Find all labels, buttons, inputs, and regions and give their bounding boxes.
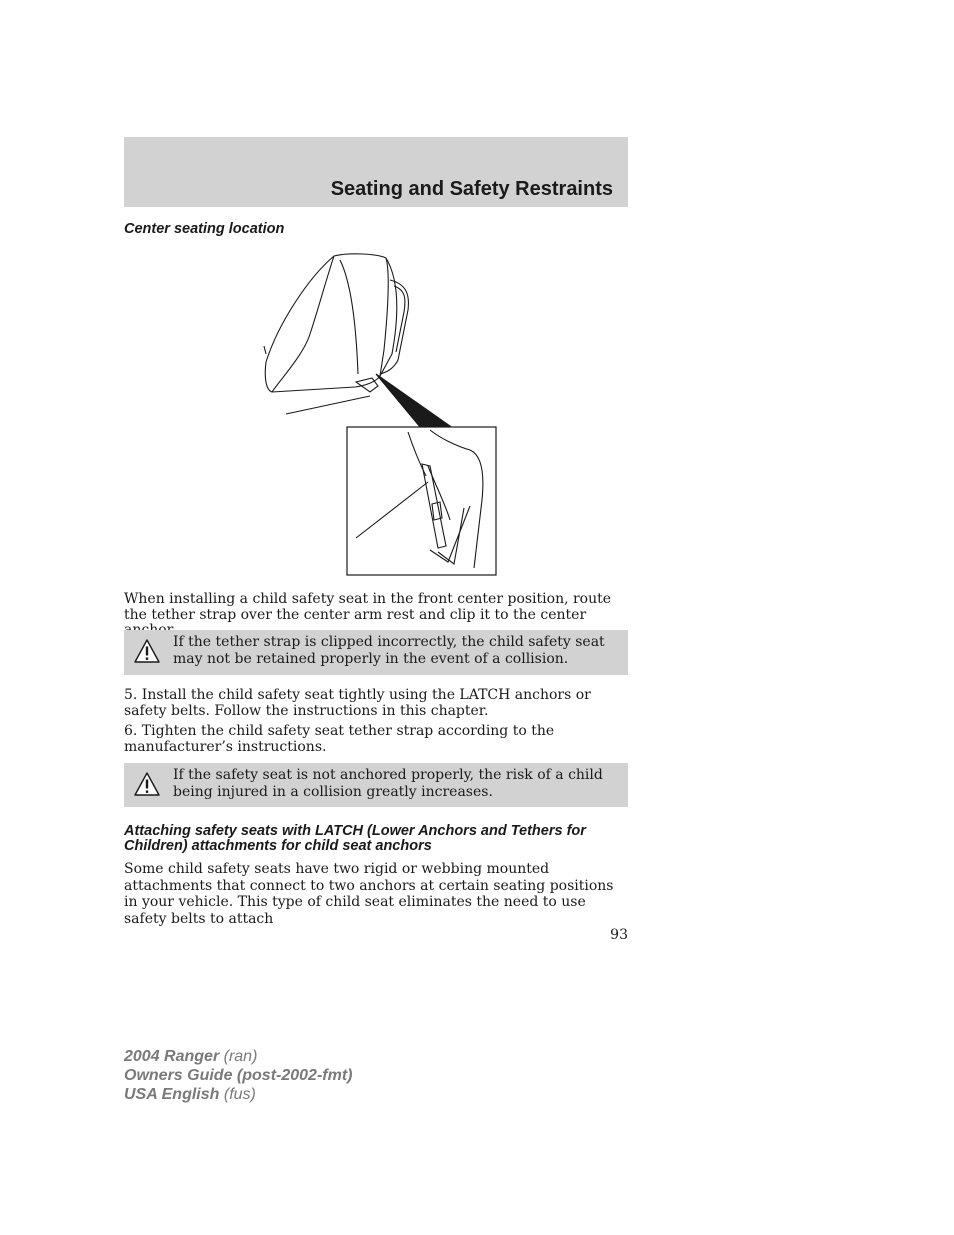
page-number: 93: [610, 927, 628, 943]
footer-line-1: [124, 1047, 352, 1066]
seat-illustration-svg: [260, 250, 510, 580]
section-header: [124, 137, 628, 207]
warning-text: If the safety seat is not anchored properly, the risk of a child being injured in a collision greatly increases.: [173, 767, 603, 800]
center-seating-heading: Center seating location: [124, 221, 285, 237]
seat-tether-illustration: [260, 250, 510, 580]
footer-model: 2004 Ranger: [124, 1048, 220, 1065]
footer-line-2: Owners Guide (post-2002-fmt): [124, 1067, 353, 1084]
step-6: 6. Tighten the child safety seat tether strap according to the manufacturer’s instructions.: [124, 723, 555, 755]
warning-box: [124, 630, 628, 675]
footer-model-code: (ran): [219, 1048, 258, 1065]
step-5: 5. Install the child safety seat tightly using the LATCH anchors or safety belts. Follow the instructions in this chapter.: [124, 687, 591, 719]
footer-line-3: [124, 1085, 352, 1104]
footer-doc-info: [124, 1047, 352, 1104]
warning-icon: [133, 771, 161, 797]
latch-paragraph: Some child safety seats have two rigid or webbing mounted attachments that connect to two anchors at certain seating positions in your vehicle. This type of child seat eliminates the need to use safety belts to attach: [124, 861, 614, 927]
latch-heading: Attaching safety seats with LATCH (Lower Anchors and Tethers for Children) attachments for child seat anchors: [124, 823, 586, 854]
section-title: Seating and Safety Restraints: [330, 178, 613, 200]
footer-language: USA English: [124, 1086, 220, 1103]
warning-box: [124, 763, 628, 807]
center-install-paragraph: When installing a child safety seat in the front center position, route the tether strap over the center arm rest and clip it to the center: [124, 591, 612, 623]
warning-icon: [133, 638, 161, 664]
footer-language-code: (fus): [219, 1086, 256, 1103]
warning-text: If the tether strap is clipped incorrectly, the child safety seat may not be retained properly in the event of a collision.: [173, 634, 605, 667]
